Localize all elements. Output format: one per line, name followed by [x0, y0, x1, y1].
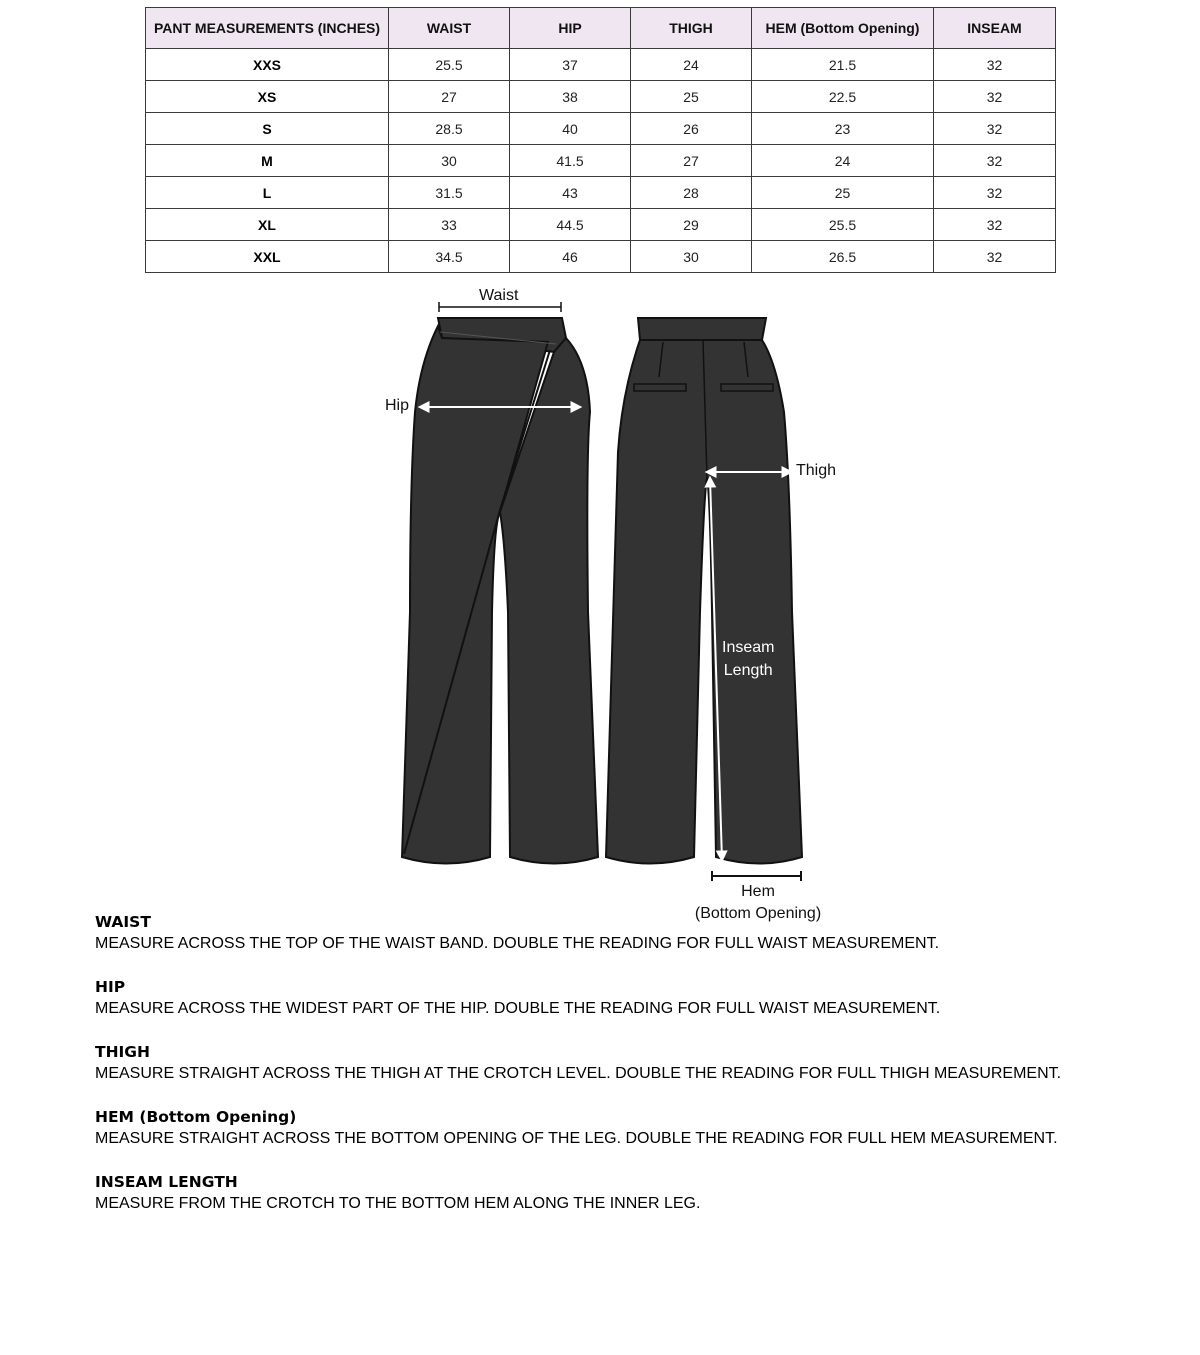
thigh-cell: 30: [631, 241, 752, 273]
hip-cell: 44.5: [510, 209, 631, 241]
back-right-pocket: [721, 384, 773, 391]
inseam-length-label: [722, 636, 774, 682]
waist-cell: 34.5: [389, 241, 510, 273]
instruction-waist: [95, 911, 1145, 955]
hem-cell: 23: [752, 113, 934, 145]
size-cell: S: [146, 113, 389, 145]
pants-measurement-diagram: [360, 282, 860, 932]
thigh-label: Thigh: [796, 462, 837, 479]
inseam-cell: 32: [934, 81, 1056, 113]
column-header-inseam: INSEAM: [934, 8, 1056, 49]
inseam-label-line1: Inseam: [722, 639, 775, 656]
size-cell: XS: [146, 81, 389, 113]
instruction-text: MEASURE ACROSS THE WIDEST PART OF THE HIP. DOUBLE THE READING FOR FULL WAIST MEASUREMENT.: [95, 1000, 941, 1017]
hem-cell: 22.5: [752, 81, 934, 113]
hem-label-line2: (Bottom Opening): [694, 905, 822, 922]
column-header-thigh: THIGH: [631, 8, 752, 49]
table-header-row: [146, 8, 1056, 49]
instruction-hip: [95, 976, 1145, 1020]
inseam-cell: 32: [934, 145, 1056, 177]
waist-cell: 28.5: [389, 113, 510, 145]
hem-label-line1: Hem: [741, 883, 775, 900]
back-pants-body: [606, 340, 802, 864]
instruction-text: MEASURE STRAIGHT ACROSS THE BOTTOM OPENING OF THE LEG. DOUBLE THE READING FOR FULL HEM MEASUREMENT.: [95, 1130, 1058, 1147]
table-row: [146, 81, 1056, 113]
table-row: [146, 209, 1056, 241]
hip-label: Hip: [385, 397, 410, 414]
size-cell: XXL: [146, 241, 389, 273]
instruction-heading: WAIST: [95, 913, 151, 931]
back-left-pocket: [634, 384, 686, 391]
hem-cell: 25.5: [752, 209, 934, 241]
pants-illustration: [360, 282, 860, 932]
hem-cell: 26.5: [752, 241, 934, 273]
hem-cell: 25: [752, 177, 934, 209]
instruction-text: MEASURE FROM THE CROTCH TO THE BOTTOM HEM ALONG THE INNER LEG.: [95, 1195, 701, 1212]
front-pants-view: [402, 318, 598, 864]
size-cell: L: [146, 177, 389, 209]
waist-cell: 30: [389, 145, 510, 177]
thigh-cell: 26: [631, 113, 752, 145]
table-row: [146, 113, 1056, 145]
measurement-instructions: [95, 911, 1145, 1236]
size-chart-table: [145, 7, 1056, 273]
back-pants-view: [606, 318, 802, 864]
thigh-cell: 29: [631, 209, 752, 241]
table-row: [146, 145, 1056, 177]
hem-measure-line: [712, 871, 801, 881]
hem-cell: 24: [752, 145, 934, 177]
thigh-cell: 28: [631, 177, 752, 209]
column-header-hip: HIP: [510, 8, 631, 49]
instruction-inseam: [95, 1171, 1145, 1215]
waist-cell: 31.5: [389, 177, 510, 209]
instruction-text: MEASURE ACROSS THE TOP OF THE WAIST BAND. DOUBLE THE READING FOR FULL WAIST MEASUREMENT.: [95, 935, 940, 952]
hip-cell: 40: [510, 113, 631, 145]
hip-cell: 38: [510, 81, 631, 113]
instruction-text: MEASURE STRAIGHT ACROSS THE THIGH AT THE CROTCH LEVEL. DOUBLE THE READING FOR FULL THIGH MEASUREMENT.: [95, 1065, 1062, 1082]
hem-cell: 21.5: [752, 49, 934, 81]
instruction-heading: HEM (Bottom Opening): [95, 1108, 297, 1126]
inseam-cell: 32: [934, 209, 1056, 241]
back-waistband: [638, 318, 766, 340]
instruction-heading: THIGH: [95, 1043, 151, 1061]
size-cell: XL: [146, 209, 389, 241]
inseam-cell: 32: [934, 113, 1056, 145]
inseam-label-line2: Length: [723, 662, 773, 679]
inseam-cell: 32: [934, 49, 1056, 81]
inseam-cell: 32: [934, 177, 1056, 209]
column-header-waist: WAIST: [389, 8, 510, 49]
waist-cell: 33: [389, 209, 510, 241]
instruction-thigh: [95, 1041, 1145, 1085]
size-cell: M: [146, 145, 389, 177]
thigh-cell: 27: [631, 145, 752, 177]
thigh-cell: 24: [631, 49, 752, 81]
hip-cell: 43: [510, 177, 631, 209]
inseam-cell: 32: [934, 241, 1056, 273]
waist-cell: 25.5: [389, 49, 510, 81]
column-header-size: PANT MEASUREMENTS (INCHES): [146, 8, 389, 49]
instruction-heading: INSEAM LENGTH: [95, 1173, 238, 1191]
instruction-heading: HIP: [95, 978, 126, 996]
hip-cell: 46: [510, 241, 631, 273]
hip-cell: 41.5: [510, 145, 631, 177]
column-header-hem: HEM (Bottom Opening): [752, 8, 934, 49]
hip-cell: 37: [510, 49, 631, 81]
table-row: [146, 241, 1056, 273]
waist-label: Waist: [479, 287, 519, 304]
waist-cell: 27: [389, 81, 510, 113]
table-row: [146, 177, 1056, 209]
size-cell: XXS: [146, 49, 389, 81]
table-row: [146, 49, 1056, 81]
thigh-cell: 25: [631, 81, 752, 113]
instruction-hem: [95, 1106, 1145, 1150]
